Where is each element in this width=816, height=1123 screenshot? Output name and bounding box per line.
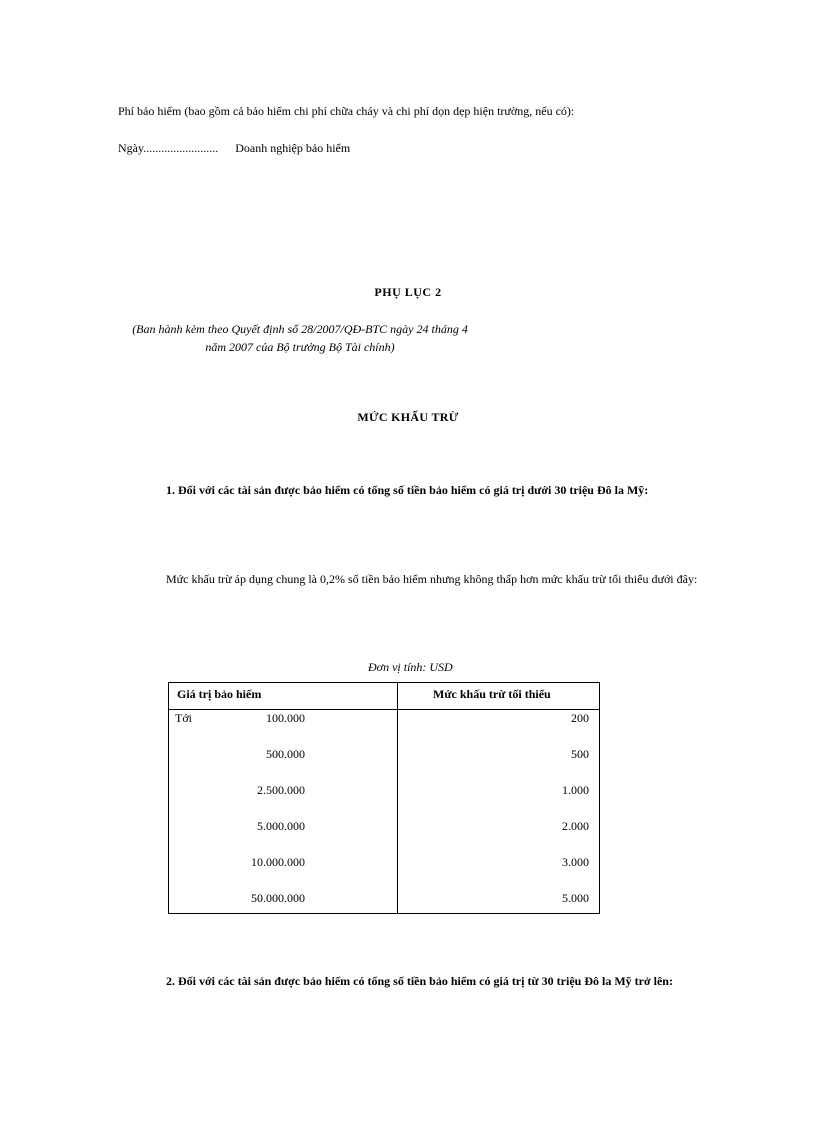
unit-note: Đơn vị tính: USD <box>368 660 453 674</box>
row-deductible: 2.000 <box>562 819 589 833</box>
row-insured-value: 10.000.000 <box>251 855 305 869</box>
row-prefix: Tới <box>175 711 193 725</box>
signature-line <box>118 141 350 156</box>
row-deductible: 1.000 <box>562 783 589 797</box>
section-title: MỨC KHẤU TRỪ <box>357 410 459 424</box>
premium-line: Phí bảo hiểm (bao gồm cả bảo hiểm chi phí chữa cháy và chi phí dọn dẹp hiện trường, nếu có): <box>118 104 575 118</box>
item-1-heading: 1. Đối với các tài sản được bảo hiểm có tổng số tiền bảo hiểm có giá trị dưới 30 triệu Đô la Mỹ: <box>166 483 649 497</box>
header-min-deductible: Mức khấu trừ tối thiểu <box>433 687 551 701</box>
table-row <box>169 819 599 839</box>
date-label: Ngày......................... <box>118 141 219 155</box>
row-insured-value: 100.000 <box>266 711 305 725</box>
row-insured-value: 50.000.000 <box>251 891 305 905</box>
table-row <box>169 783 599 803</box>
item-1-paragraph: Mức khấu trừ áp dụng chung là 0,2% số tiền bảo hiểm nhưng không thấp hơn mức khấu trừ tối thiểu dưới đây: <box>166 572 698 586</box>
insurer-label: Doanh nghiệp bảo hiểm <box>235 141 351 155</box>
row-insured-value: 500.000 <box>266 747 305 761</box>
table-row <box>169 747 599 767</box>
row-deductible: 3.000 <box>562 855 589 869</box>
row-insured-value: 2.500.000 <box>257 783 305 797</box>
row-deductible: 200 <box>571 711 589 725</box>
table-row <box>169 711 599 731</box>
header-insured-value: Giá trị bảo hiểm <box>177 687 262 701</box>
deductible-table <box>168 682 600 914</box>
table-row <box>169 855 599 875</box>
row-deductible: 5.000 <box>562 891 589 905</box>
appendix-title: PHỤ LỤC 2 <box>374 285 442 299</box>
appendix-subtitle: (Ban hành kèm theo Quyết định số 28/2007/QĐ-BTC ngày 24 tháng 4 năm 2007 của Bộ trưởng Bộ Tài chính) <box>132 322 468 354</box>
row-deductible: 500 <box>571 747 589 761</box>
item-2-heading: 2. Đối với các tài sản được bảo hiểm có tổng số tiền bảo hiểm có giá trị từ 30 triệu Đô la Mỹ trở lên: <box>166 974 673 988</box>
table-header-divider <box>169 709 599 710</box>
table-row <box>169 891 599 911</box>
row-insured-value: 5.000.000 <box>257 819 305 833</box>
